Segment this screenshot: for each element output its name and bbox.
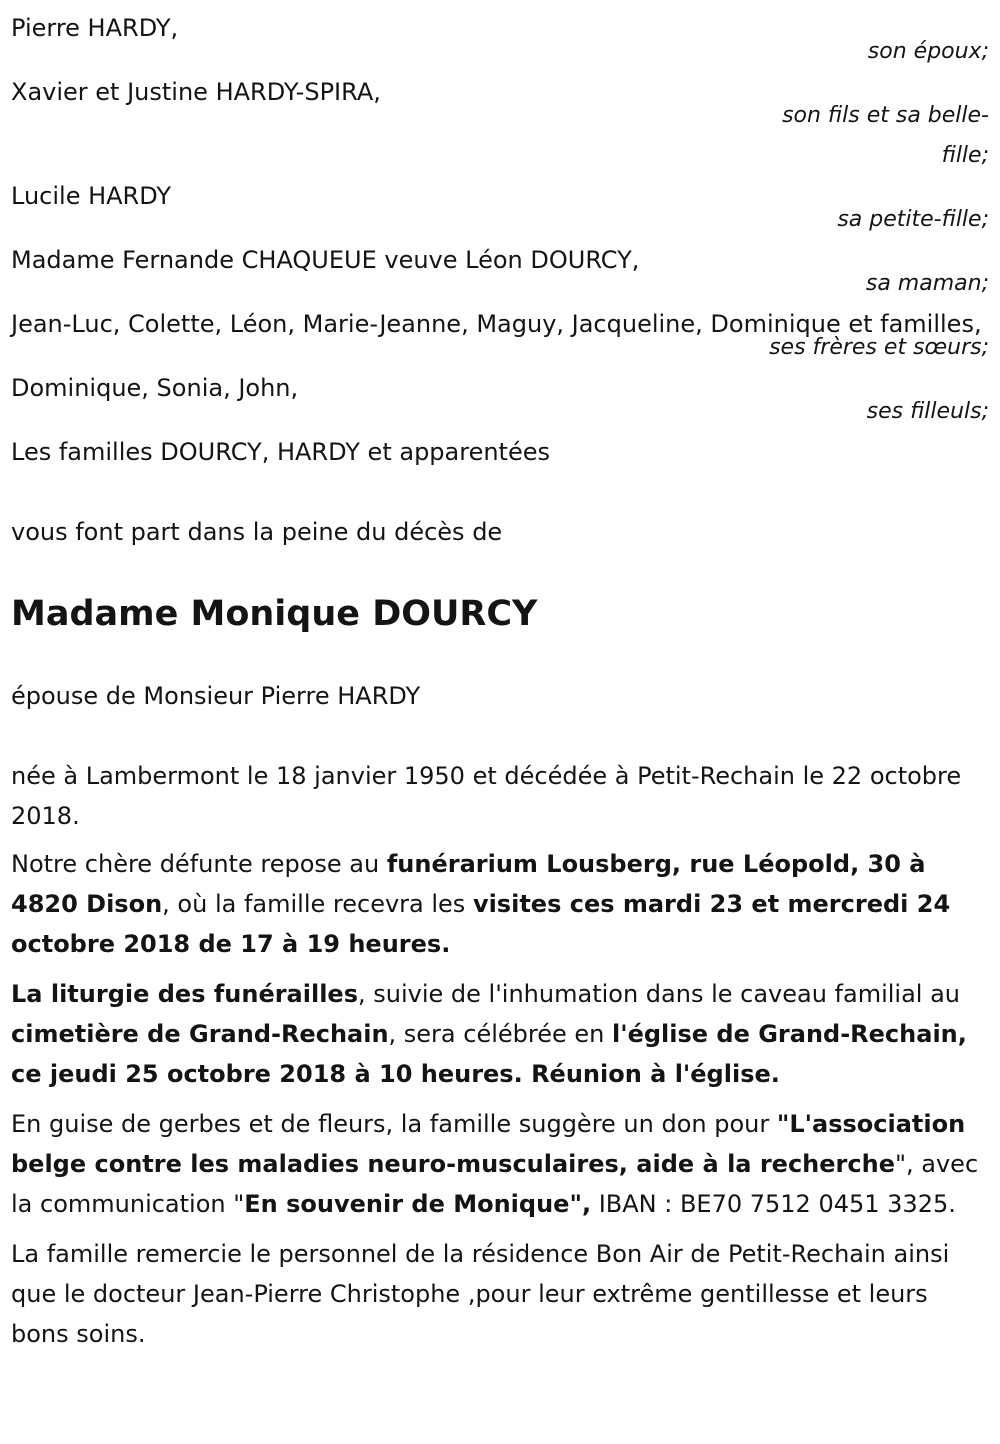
text-span: , suivie de l'inhumation dans le caveau familial au [358, 980, 961, 1008]
deceased-name: Madame Monique DOURCY [11, 594, 538, 634]
text-span: , sera célébrée en [388, 1020, 612, 1048]
family-entry [11, 368, 989, 432]
family-member-relation: sa petite-fille; [837, 207, 989, 232]
text-span: Notre chère défunte repose au [11, 850, 387, 878]
family-entry [11, 72, 989, 176]
family-entry [11, 8, 989, 72]
visitation-paragraph [11, 844, 989, 964]
family-member-relation: ses filleuls; [866, 399, 989, 424]
family-entry [11, 176, 989, 240]
family-member-name: Lucile HARDY [11, 182, 172, 210]
obituary-notice [11, 8, 989, 1354]
family-member-name: Les familles DOURCY, HARDY et apparentées [11, 438, 551, 466]
visiting-hours: visites ces mardi 23 et mercredi 24 octobre 2018 de 17 à 19 heures. [11, 890, 951, 958]
text-span: En guise de gerbes et de fleurs, la famille suggère un don pour [11, 1110, 777, 1138]
family-member-name: Dominique, Sonia, John, [11, 374, 299, 402]
family-member-name: Madame Fernande CHAQUEUE veuve Léon DOURCY, [11, 246, 640, 274]
church-and-time: l'église de Grand-Rechain, ce jeudi 25 octobre 2018 à 10 heures. Réunion à l'église. [11, 1020, 967, 1088]
funeral-home-address: funérarium Lousberg, rue Léopold, 30 à 4820 Dison [11, 850, 926, 918]
funeral-paragraph [11, 974, 989, 1094]
thanks-paragraph: La famille remercie le personnel de la résidence Bon Air de Petit-Rechain ainsi que le docteur Jean-Pierre Christophe ,pour leur extrême gentillesse et leurs bons soins. [11, 1240, 950, 1348]
liturgy-label: La liturgie des funérailles [11, 980, 358, 1008]
announcement-text: vous font part dans la peine du décès de [11, 518, 503, 546]
iban-text: IBAN : BE70 7512 0451 3325. [591, 1190, 956, 1218]
family-entry [11, 432, 989, 472]
spouse-line: épouse de Monsieur Pierre HARDY [11, 682, 421, 710]
charity-name: "L'association belge contre les maladies neuro-musculaires, aide à la recherche [11, 1110, 966, 1178]
donation-reference: En souvenir de Monique", [244, 1190, 592, 1218]
text-span: ", avec la communication " [11, 1150, 979, 1218]
family-entry [11, 240, 989, 304]
family-member-relation: son époux; [867, 39, 989, 64]
family-member-relation: sa maman; [865, 271, 989, 296]
birth-death-text: née à Lambermont le 18 janvier 1950 et décédée à Petit-Rechain le 22 octobre 2018. [11, 762, 962, 830]
family-member-relation: son fils et sa belle-fille; [782, 103, 989, 168]
family-member-name: Jean-Luc, Colette, Léon, Marie-Jeanne, Maguy, Jacqueline, Dominique et familles, [11, 310, 982, 338]
family-member-name: Xavier et Justine HARDY-SPIRA, [11, 78, 381, 106]
family-member-relation: ses frères et sœurs; [769, 335, 989, 360]
text-span: , où la famille recevra les [162, 890, 473, 918]
family-entry [11, 304, 989, 368]
cemetery-name: cimetière de Grand-Rechain [11, 1020, 389, 1048]
family-member-name: Pierre HARDY, [11, 14, 179, 42]
donation-paragraph [11, 1104, 989, 1224]
